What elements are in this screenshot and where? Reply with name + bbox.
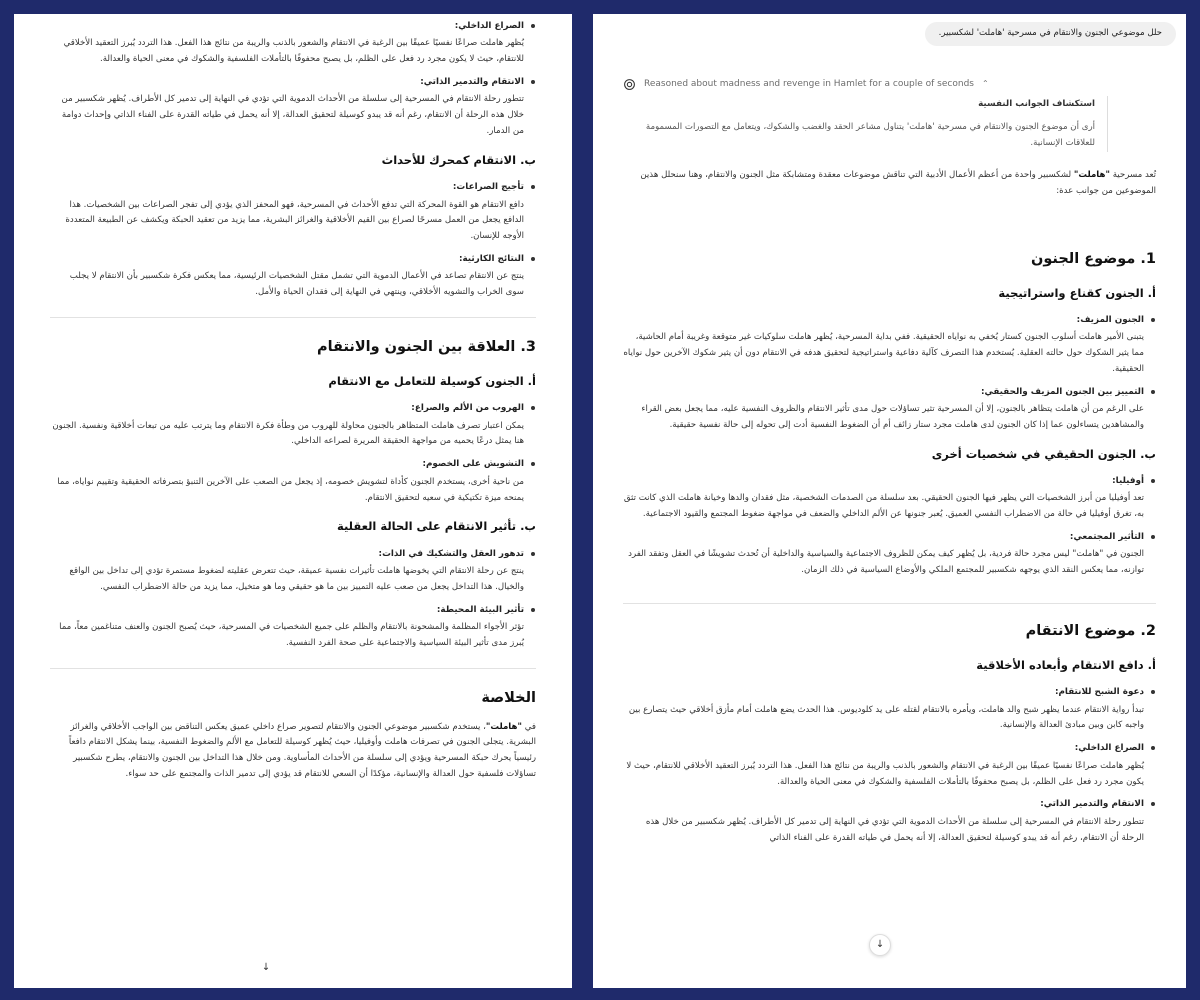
- list-item: [623, 796, 1156, 846]
- left-content: [14, 14, 572, 783]
- item-text: يمكن اعتبار تصرف هاملت المتظاهر بالجنون محاولة للهروب من وطأة فكرة الانتقام وما يترتب عليه من تبعات أخلاقية ونفسية. الجنون هنا يمثل درعًا يحميه من مواجهة الحقيقة المريرة لصراعه الداخلي.: [52, 420, 524, 447]
- section-heading: 2. موضوع الانتقام: [1025, 623, 1156, 640]
- scroll-down-button[interactable]: [869, 934, 891, 956]
- user-message-bubble: حلل موضوعي الجنون والانتقام في مسرحية 'هاملت' لشكسبير.: [925, 22, 1176, 46]
- subsection-heading: أ. دافع الانتقام وأبعاده الأخلاقية: [976, 658, 1156, 673]
- divider: [50, 668, 536, 669]
- item-title: النتائج الكارثية:: [458, 254, 524, 265]
- chevron-up-icon: ⌃: [981, 78, 989, 88]
- item-title: دعوة الشبح للانتقام:: [1054, 687, 1144, 698]
- item-text: تبدأ رواية الانتقام عندما يظهر شبح والد هاملت، ويأمره بالانتقام لقتله على يد كلوديوس. هذا الحدث يضع هاملت أمام مأزق أخلاقي حيث يتصارع بين واجبه كابن وبين مبادئ العدالة والإنسانية.: [628, 704, 1144, 731]
- list-item: [50, 456, 536, 506]
- item-text: ينتج عن الانتقام تصاعد في الأعمال الدموية التي تشمل مقتل الشخصيات الرئيسية، مما يعكس فكرة شكسبير بأن الانتقام لا يجلب سوى الخراب والتشويه الأخلاقي، وينتهي في النهاية إلى فقدان الحياة والأمل.: [69, 271, 524, 298]
- item-title: التمييز بين الجنون المزيف والحقيقي:: [980, 386, 1144, 397]
- section-heading: 3. العلاقة بين الجنون والانتقام: [316, 339, 536, 356]
- intro-lead: تُعد مسرحية: [1112, 170, 1156, 181]
- item-text: تعد أوفيليا من أبرز الشخصيات التي يظهر فيها الجنون الحقيقي. بعد سلسلة من الصدمات الشخصية، مثل فقدان والدها وخيانة هاملت الذي كانت تثق به، تغرق أوفيليا في حالة من الاضطراب النفسي العميق. يُعبر جنونها عن الألم الداخلي والضعف في مواجهة ضغوط المجتمع والقيود الاجتماعية.: [623, 493, 1144, 520]
- item-title: تدهور العقل والتشكيك في الذات:: [378, 548, 524, 559]
- item-title: الهروب من الألم والصراع:: [411, 403, 524, 414]
- section-heading: 1. موضوع الجنون: [1030, 250, 1156, 267]
- right-content: [593, 14, 1186, 846]
- item-text: يُظهر هاملت صراعًا نفسيًا عميقًا بين الرغبة في الانتقام والشعور بالذنب والريبة من نتائج هذا الفعل. هذا التردد يُبرز التعقيد الأخلاقي للانتقام، حيث لا يكون مجرد رد فعل على الظلم، بل يصبح محفوفًا بالتأملات الفلسفية والشكوك في معنى الحياة والعدالة.: [63, 38, 524, 65]
- intro-bold: "هاملت": [1073, 170, 1110, 181]
- item-text: على الرغم من أن هاملت يتظاهر بالجنون، إلا أن المسرحية تثير تساؤلات حول مدى تأثير الانتقام والظروف النفسية عليه، مما يجعل بعض القراء والمشاهدين يتساءلون عما إذا كان الجنون لدى هاملت مجرد ستار زائف أم أن الضغوط النفسية أدت إلى تحوله إلى حالة نفسية حقيقية.: [641, 404, 1144, 430]
- list-item: [50, 251, 536, 301]
- list-item: [623, 529, 1156, 579]
- item-title: تأجيج الصراعات:: [452, 182, 524, 193]
- subsection-heading: أ. الجنون كقناع واستراتيجية: [998, 285, 1156, 300]
- list-item: [50, 546, 536, 596]
- item-title: تأثير البيئة المحيطة:: [436, 604, 524, 615]
- item-title: الصراع الداخلي:: [1074, 743, 1144, 754]
- list-item: [50, 602, 536, 652]
- list-item: [623, 684, 1156, 734]
- list-item: [623, 740, 1156, 790]
- reasoning-toggle[interactable]: [593, 76, 1186, 93]
- divider: [623, 603, 1156, 604]
- conclusion-text: ، يستخدم شكسبير موضوعي الجنون والانتقام لتصوير صراع داخلي عميق يعكس التناقض بين الواجب الأخلاقي والغرائز البشرية. يتجلى الجنون في تصرفات هاملت وأوفيليا، حيث يُظهر كوسيلة للتعامل مع الألم والضغوط النفسية، بينما يشكل الانتقام دافعاً رئيسياً يحرك حبكة المسرحية ويؤدي إلى سلسلة من الأحداث المأساوية. ومن خلال هذا التداخل بين الجنون والانتقام، يطرح شكسبير تساؤلات فلسفية حول العدالة والإنسانية، مؤكدًا أن السعي للانتقام قد يؤدي إلى تدمير الذات والمجتمع على حد سواء.: [68, 721, 536, 780]
- list-item: [50, 179, 536, 245]
- item-title: الصراع الداخلي:: [454, 21, 524, 31]
- reasoning-box: [623, 96, 1108, 152]
- subsection-heading: ب. الجنون الحقيقي في شخصيات أخرى: [931, 446, 1156, 461]
- conclusion-lead: في: [524, 721, 536, 732]
- item-text: يُظهر هاملت صراعًا نفسيًا عميقًا بين الرغبة في الانتقام والشعور بالذنب والريبة من نتائج هذا الفعل. هذا التردد يُبرز التعقيد الأخلاقي للانتقام، حيث لا يكون مجرد رد فعل على الظلم، بل يصبح محفوفًا بالتأملات الفلسفية والشكوك في معنى الحياة والعدالة.: [626, 760, 1144, 787]
- reasoning-label: Reasoned about madness and revenge in Hamlet for a couple of seconds: [644, 79, 974, 89]
- item-text: من ناحية أخرى، يستخدم الجنون كأداة لتشويش خصومه، إذ يجعل من الصعب على الآخرين التنبؤ بتصرفاته الحقيقية وتقييم نواياه، مما يمنحه ميزة تكتيكية في سعيه لتحقيق الانتقام.: [57, 476, 524, 503]
- list-item: [50, 74, 536, 140]
- item-text: تتطور رحلة الانتقام في المسرحية إلى سلسلة من الأحداث الدموية التي تؤدي في النهاية إلى تدمير كل الأطراف. يُظهر شكسبير من خلال هذه الرحلة أن الانتقام، رغم أنه قد يبدو كوسيلة لتحقيق العدالة، إلا أنه يحمل في طياته القدرة على الفناء الذاتي وإحداث دوامة من الدمار.: [61, 94, 524, 137]
- right-chat-panel: [593, 14, 1186, 988]
- reasoning-title: استكشاف الجوانب النفسية: [978, 99, 1095, 109]
- item-title: أوفيليا:: [1112, 476, 1144, 487]
- item-title: الجنون المزيف:: [1076, 314, 1144, 325]
- list-item: [623, 312, 1156, 378]
- subsection-heading: ب. تأثير الانتقام على الحالة العقلية: [336, 519, 536, 534]
- item-text: الجنون في "هاملت" ليس مجرد حالة فردية، بل يُظهر كيف يمكن للظروف الاجتماعية والسياسية والداخلية أن تُحدث تشويشًا في العقل وتفقد الفرد توازنه، مما يعكس النقد الذي يوجهه شكسبير للمجتمع الملكي والأوضاع السياسية في ذلك الزمان.: [628, 549, 1144, 576]
- conclusion-bold: "هاملت": [485, 721, 522, 732]
- list-item: [50, 18, 536, 68]
- intro-paragraph: [623, 168, 1156, 200]
- intro-text: لشكسبير واحدة من أعظم الأعمال الأدبية التي تناقش موضوعات معقدة ومتشابكة مثل الجنون والانتقام، وهنا سنحلل هذين الموضوعين من جوانب عدة:: [640, 170, 1156, 196]
- scroll-down-button[interactable]: [256, 958, 276, 978]
- item-text: تتطور رحلة الانتقام في المسرحية إلى سلسلة من الأحداث الدموية التي تؤدي في النهاية إلى تدمير كل الأطراف. يُظهر شكسبير من خلال هذه الرحلة أن الانتقام، رغم أنه قد يبدو كوسيلة لتحقيق العدالة، إلا أنه يحمل في طياته القدرة على الفناء الذاتي: [645, 816, 1144, 843]
- item-text: دافع الانتقام هو القوة المحركة التي تدفع الأحداث في المسرحية، فهو المحفز الذي يؤدي إلى تفجر الصراعات بين الشخصيات. هذا الدافع يجعل من العمل مسرحًا لصراع بين القيم الأخلاقية والغرائز البشرية، مما يزيد من تعقيد الحبكة ويكشف عن الطبيعة المتعددة الأوجه للإنسان.: [65, 199, 524, 242]
- list-item: [50, 400, 536, 450]
- item-title: الانتقام والتدمير الذاتي:: [1040, 799, 1144, 810]
- list-item: [623, 384, 1156, 434]
- subsection-heading: ب. الانتقام كمحرك للأحداث: [381, 152, 536, 167]
- item-text: ينتج عن رحلة الانتقام التي يخوضها هاملت تأثيرات نفسية عميقة، حيث تتعرض عقليته لضغوط مستمرة تؤدي إلى تداخل بين الواقع والخيال. هذا التداخل يجعل من صعب عليه التمييز بين ما هو حقيقي وما هو متخيل، مما يزيد من حالة الاضطراب النفسي.: [69, 565, 524, 592]
- conclusion-heading: الخلاصة: [481, 689, 536, 706]
- conclusion-paragraph: [50, 720, 536, 784]
- subsection-heading: أ. الجنون كوسيلة للتعامل مع الانتقام: [328, 374, 536, 389]
- left-chat-panel: [14, 14, 572, 988]
- item-title: التأثير المجتمعي:: [1069, 532, 1144, 543]
- item-text: تؤثر الأجواء المظلمة والمشحونة بالانتقام والظلم على جميع الشخصيات في المسرحية، حيث يُصبح الجنون والعنف متناغمين معاً، مما يُبرز مدى تأثير البيئة السياسية والاجتماعية على صحة الفرد النفسية.: [59, 621, 524, 648]
- assistant-logo-icon: [623, 78, 636, 91]
- reasoning-text: أرى أن موضوع الجنون والانتقام في مسرحية 'هاملت' يتناول مشاعر الحقد والغضب والشكوك، ويتعامل مع التصورات المسمومة للعلاقات الإنسانية.: [645, 122, 1095, 149]
- item-text: يتبنى الأمير هاملت أسلوب الجنون كستار يُخفي به نواياه الحقيقية. ففي بداية المسرحية، يُظهر هاملت سلوكيات غير متوقعة وغريبة أمام الحاشية، مما يثير الشكوك حول حالته العقلية. يُستخدم هذا التصرف كآلية دفاعية واستراتيجية لتحقيق هدفه في الانتقام دون أن يثير شكوك الآخرين حول نواياه الحقيقية.: [623, 332, 1144, 374]
- arrow-down-icon: ↓: [261, 961, 271, 973]
- divider: [50, 317, 536, 318]
- item-title: التشويش على الخصوم:: [422, 459, 524, 470]
- item-title: الانتقام والتدمير الذاتي:: [420, 77, 524, 88]
- list-item: [623, 473, 1156, 523]
- arrow-down-icon: ↓: [875, 938, 885, 950]
